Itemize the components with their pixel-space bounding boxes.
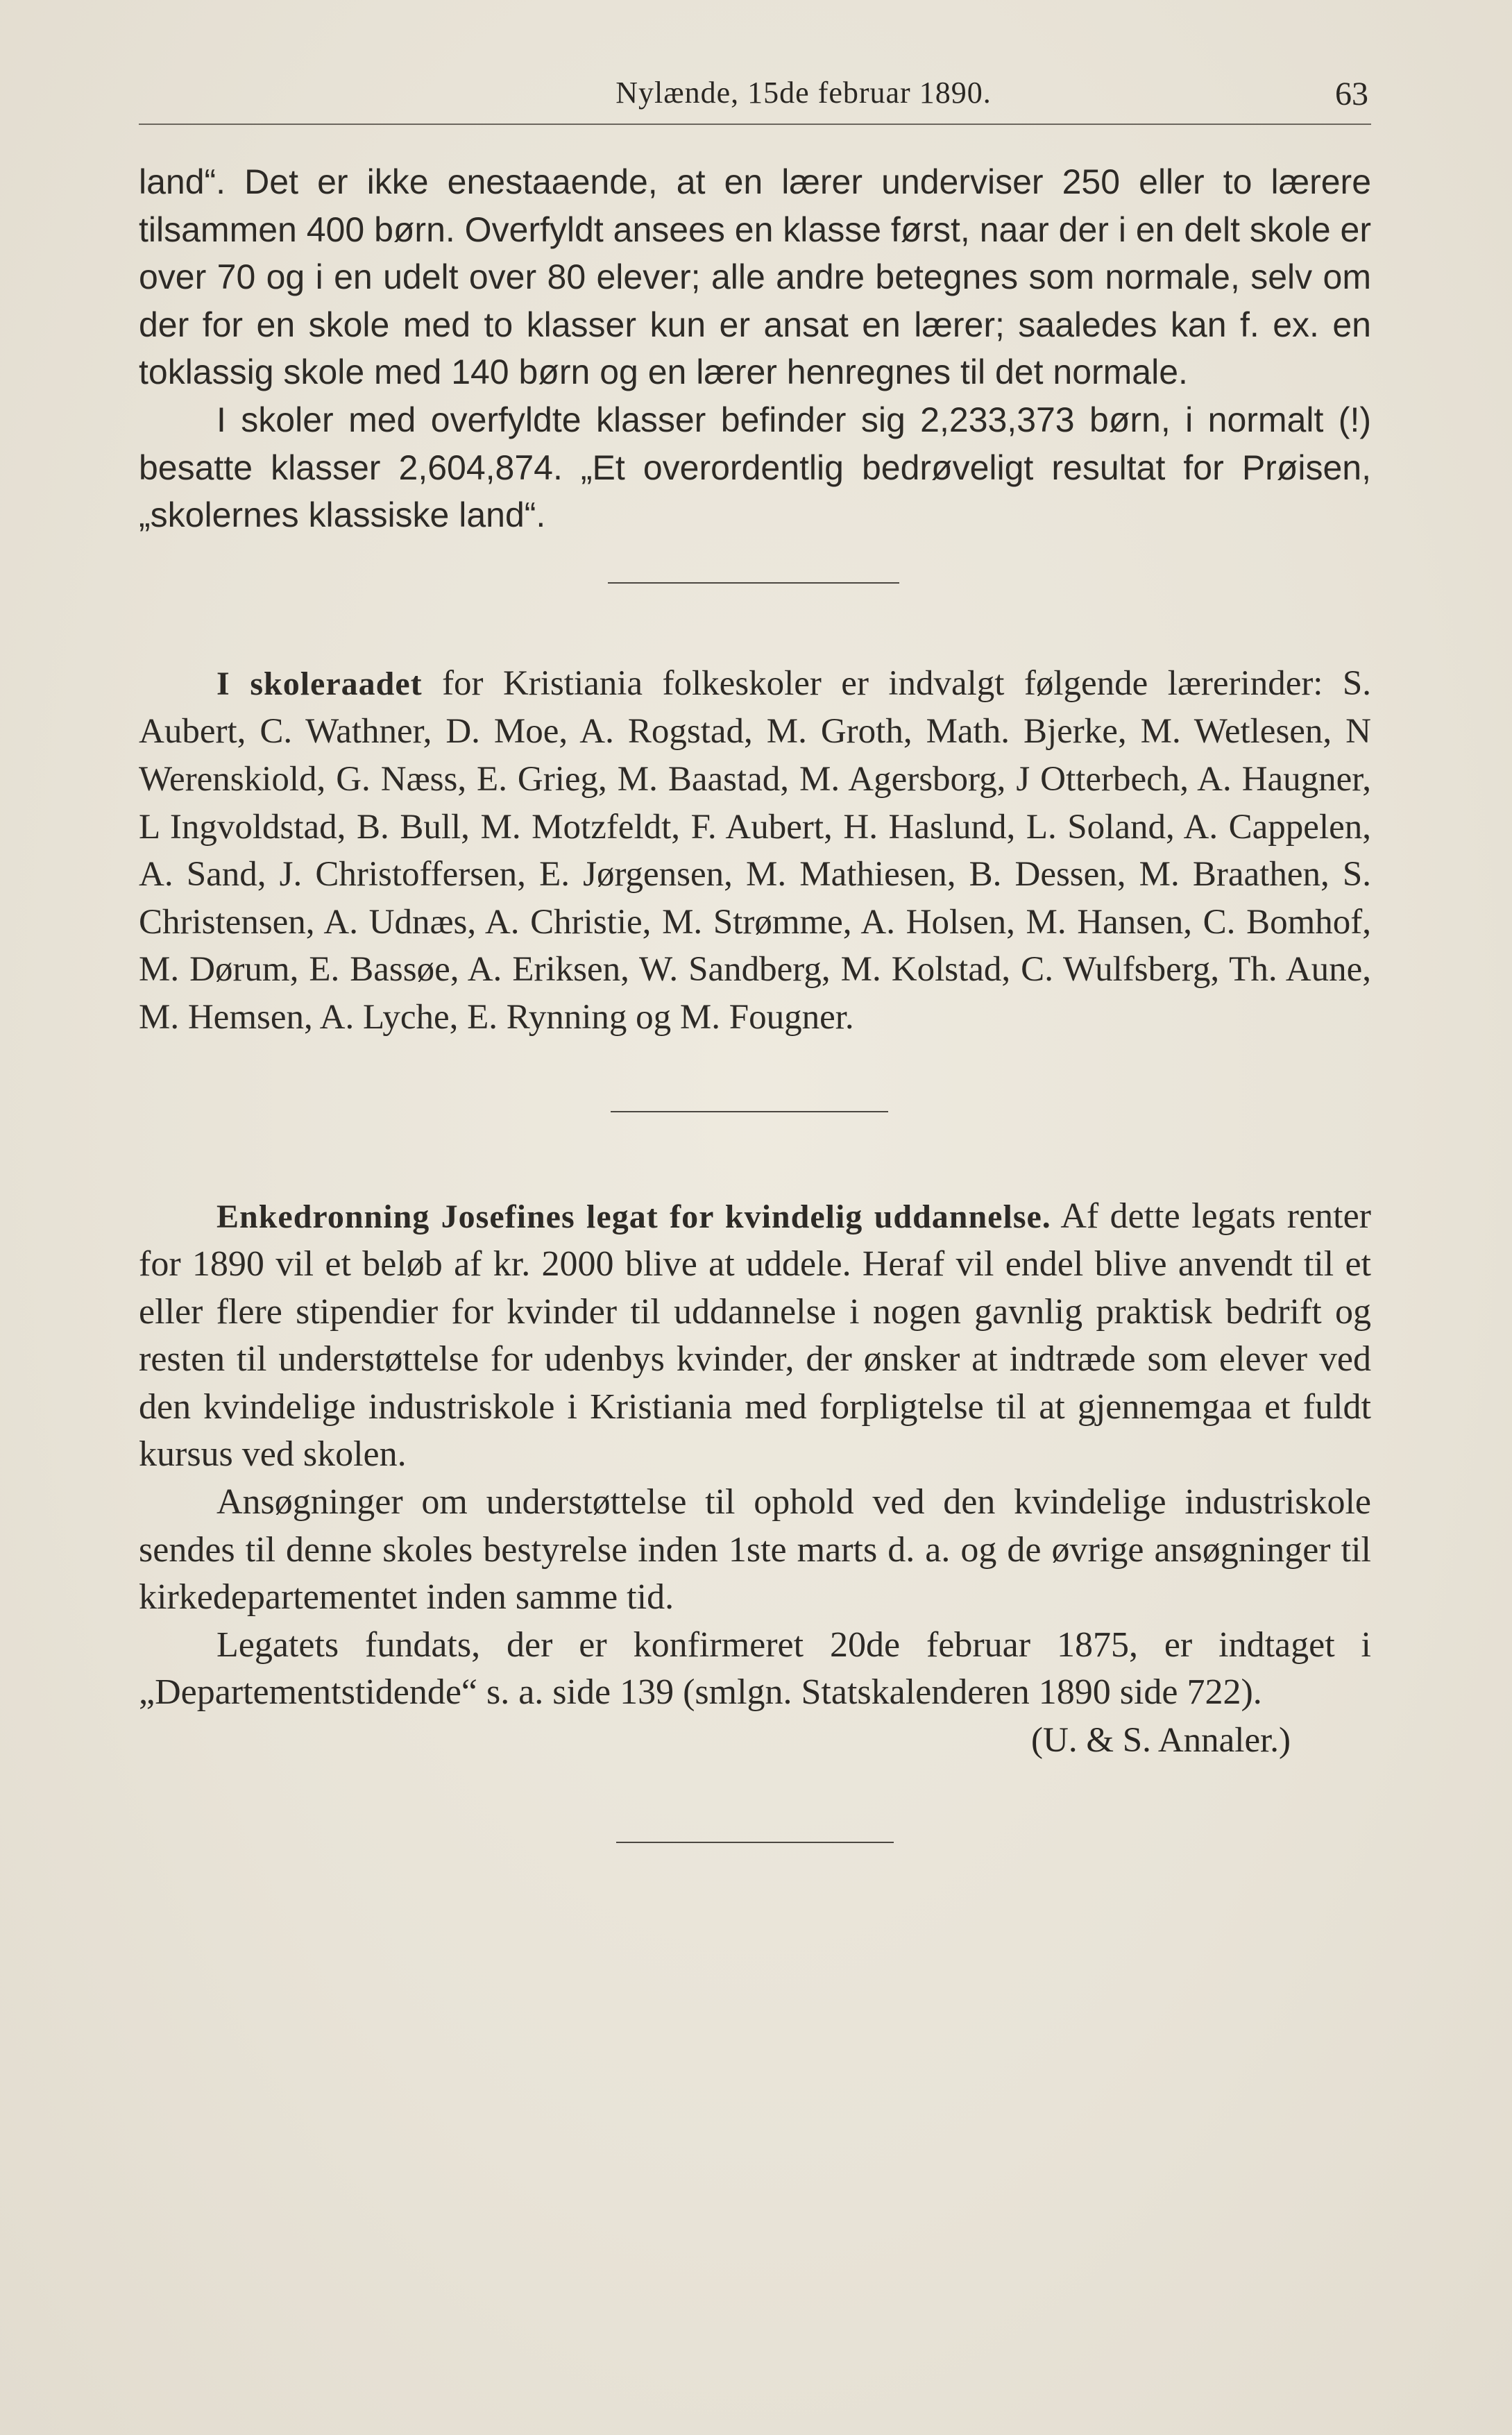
paragraph: I skoler med overfyldte klasser befinder sig 2,233,373 børn, i normalt (!) besatte klasser 2,604,874. „Et overordentlig bedrøveligt resultat for Prøisen, „skolernes klassiske land“. [139,400,1371,535]
paragraph: Legatets fundats, der er konfirmeret 20de februar 1875, er indtaget i „Departementstidende“ s. a. side 139 (smlgn. Statskalenderen 1890 side 722). [139,1624,1371,1713]
article-body: Af dette legats renter for 1890 vil et beløb af kr. 2000 blive at uddele. Heraf vil endel blive anvendt til et eller flere stipendier for kvinder til uddannelse i nogen gavnlig praktisk bedrift og resten til understøttelse for udenbys kvinder, der ønsker at indtræde som elever ved den kvindelige industriskole i Kristiania med forpligtelse til at gjennemgaa et fuldt kursus ved skolen. [139,1196,1372,1475]
article-school-statistics [139,158,1371,539]
article-body: for Kristiania folkeskoler er indvalgt følgende lærerinder: S. Aubert, C. Wathner, D. Moe, A. Rogstad, M. Groth, Math. Bjerke, M. Wetlesen, N Werenskiold, G. Næss, E. Grieg, M. Baastad, M. Agersborg, J Otterbech, A. Haugner, L Ingvoldstad, B. Bull, M. Motzfeldt, F. Aubert, H. Haslund, L. Soland, A. Cappelen, A. Sand, J. Christoffersen, E. Jørgensen, M. Mathiesen, B. Dessen, M. Braathen, S. Christensen, A. Udnæs, A. Christie, M. Strømme, A. Holsen, M. Hansen, C. Bomhof, M. Dørum, E. Bassøe, A. Eriksen, W. Sandberg, M. Kolstad, C. Wulfsberg, Th. Aune, M. Hemsen, A. Lyche, E. Rynning og M. Fougner. [139,663,1372,1037]
article-school-board [139,660,1371,1042]
section-divider [608,582,899,584]
running-header [139,75,1371,124]
section-divider [616,1842,894,1843]
article-lead: Enkedronning Josefines legat for kvindelig uddannelse. [216,1198,1051,1235]
paragraph [139,660,1371,1042]
paragraph [139,1193,1371,1479]
source-citation: (U. & S. Annaler.) [1031,1721,1291,1761]
page-content [139,158,1371,1843]
article-legacy-fund [139,1193,1371,1765]
article-lead: I skoleraadet [216,665,423,702]
section-divider [611,1111,888,1112]
paragraph: land“. Det er ikke enestaaende, at en lærer underviser 250 eller to lærere tilsammen 400 børn. Overfyldt ansees en klasse først, naar der i en delt skole er over 70 og i en udelt over 80 elever; alle andre betegnes som normale, selv om der for en skole med to klasser kun er ansat en lærer; saaledes kan f. ex. en toklassig skole med 140 børn og en lærer henregnes til det normale. [139,162,1371,392]
header-rule [139,124,1371,125]
running-title: Nylænde, 15de februar 1890. [615,76,992,110]
page-number: 63 [1335,76,1368,112]
paragraph: Ansøgninger om understøttelse til ophold ved den kvindelige industriskole sendes til denne skoles bestyrelse inden 1ste marts d. a. og de øvrige ansøgninger til kirkedepartementet inden samme tid. [139,1482,1371,1618]
